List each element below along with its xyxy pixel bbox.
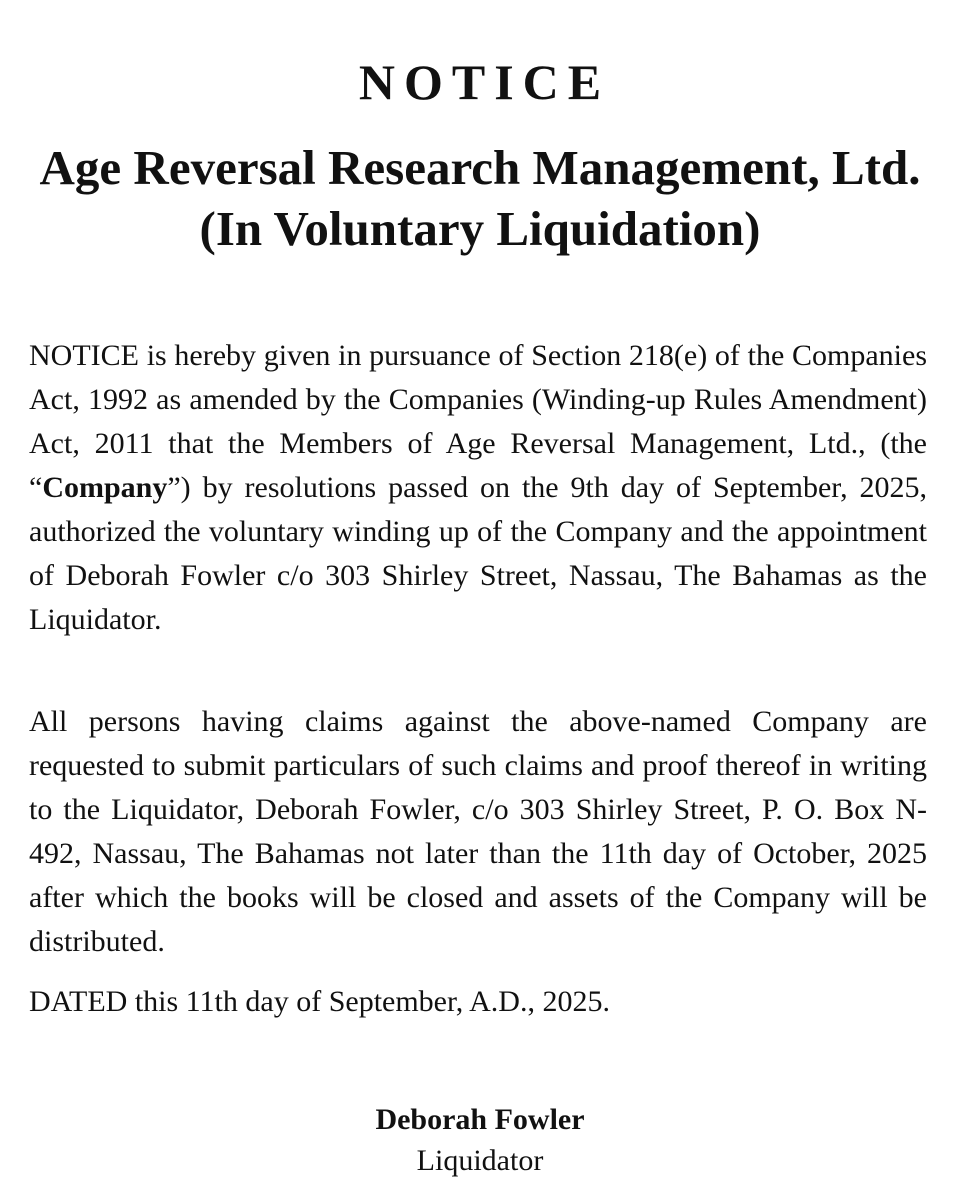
resolution-text-end: ”) by resolutions passed on the 9th day of September, 2025, authorized the voluntary winding up of the Company and the appointment of Deborah Fowler c/o 303 Shirley Street, Nassau, The Bahamas as the Liquidator. bbox=[29, 471, 927, 636]
company-name: Age Reversal Research Management, Ltd. bbox=[39, 140, 921, 195]
notice-heading: NOTICE bbox=[358, 54, 611, 110]
notice-paragraph-resolution bbox=[29, 334, 927, 642]
notice-dated-line: DATED this 11th day of September, A.D., 2025. bbox=[29, 985, 610, 1018]
resolution-text-start: NOTICE is hereby given in pursuance of Section 218(e) of the Companies Act, 1992 as amended by the Companies (Winding-up Rules Amendment) Act, 2011 that the Members of Age Reversal Management, Ltd., (the “ bbox=[29, 339, 927, 504]
signatory-role: Liquidator bbox=[416, 1144, 544, 1177]
liquidation-status: (In Voluntary Liquidation) bbox=[199, 201, 761, 256]
notice-paragraph-claims: All persons having claims against the above-named Company are requested to submit particulars of such claims and proof thereof in writing to the Liquidator, Deborah Fowler, c/o 303 Shirley Street, P. O. Box N-492, Nassau, The Bahamas not later than the 11th day of October, 2025 after which the books will be closed and assets of the Company will be distributed. bbox=[29, 705, 927, 958]
company-defined-term: Company bbox=[42, 471, 168, 504]
signatory-name: Deborah Fowler bbox=[375, 1103, 585, 1136]
